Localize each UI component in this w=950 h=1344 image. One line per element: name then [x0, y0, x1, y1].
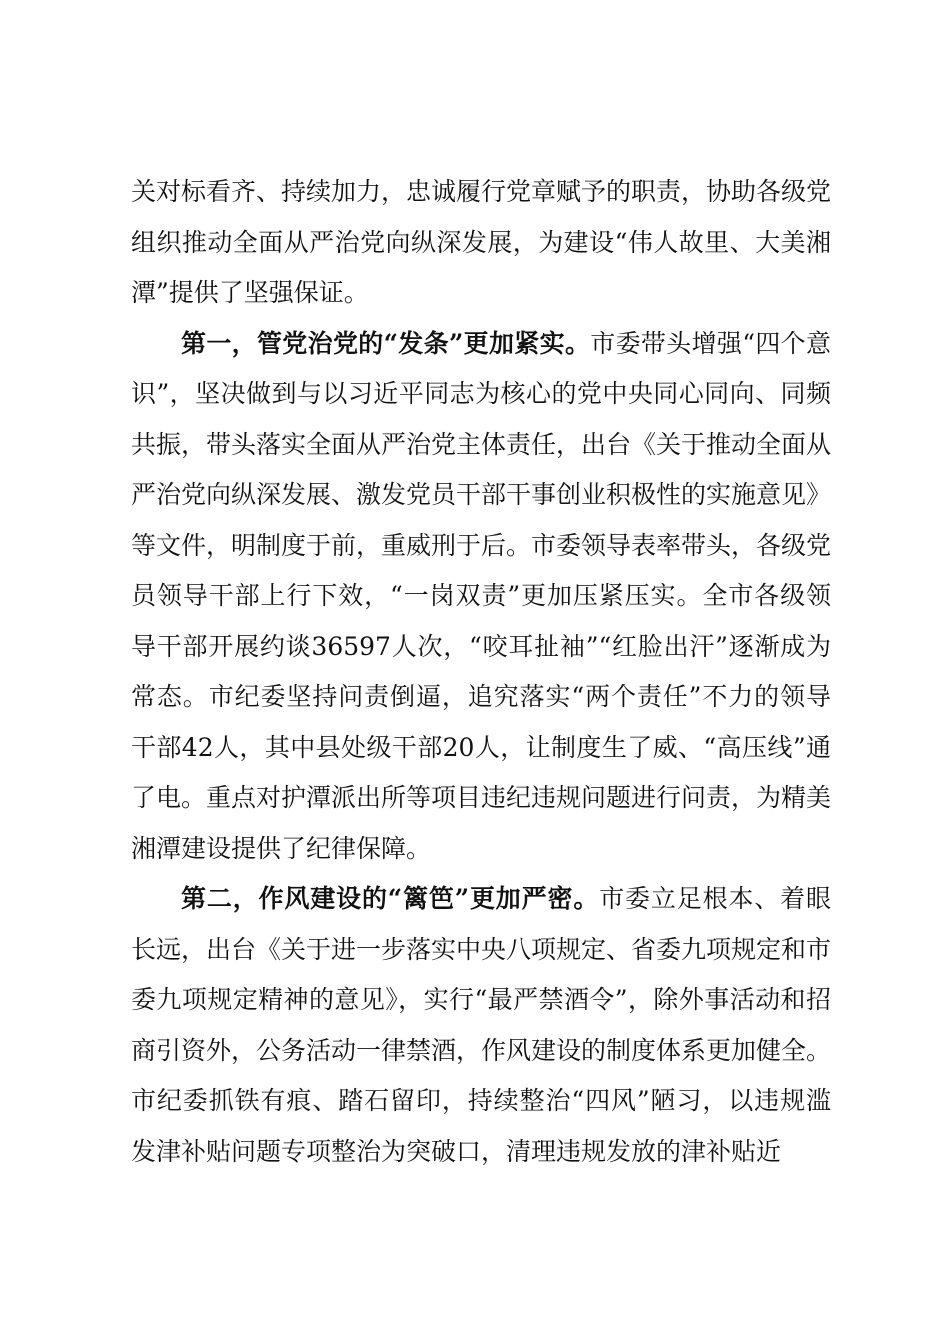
paragraph-continuation: 关对标看齐、持续加力，忠诚履行党章赋予的职责，协助各级党组织推动全面从严治党向纵深发展，为建设“伟人故里、大美湘潭”提供了坚强保证。 — [131, 177, 832, 307]
paragraph-first-point — [131, 319, 831, 875]
document-body — [131, 167, 831, 1177]
paragraph-second-point — [131, 874, 831, 1177]
paragraph-lead-heading: 第一，管党治党的“发条”更加紧实。 — [181, 328, 591, 358]
paragraph-body-text: 市委带头增强“四个意识”，坚决做到与以习近平同志为核心的党中央同心同向、同频共振，带头落实全面从严治党主体责任，出台《关于推动全面从严治党向纵深发展、激发党员干部干事创业积极性的实施意见》等文件，明制度于前，重威刑于后。市委领导表率带头，各级党员领导干部上行下效，“一岗双责”更加压紧压实。全市各级领导干部开展约谈36597人次，“咬耳扯袖”“红脸出汗”逐渐成为常态。市纪委坚持问责倒逼，追究落实“两个责任”不力的领导干部42人，其中县处级干部20人，让制度生了威、“高压线”通了电。重点对护潭派出所等项目违纪违规问题进行问责，为精美湘潭建设提供了纪律保障。 — [131, 328, 832, 863]
paragraph-body-text: 市委立足根本、着眼长远，出台《关于进一步落实中央八项规定、省委九项规定和市委九项规定精神的意见》，实行“最严禁酒令”，除外事活动和招商引资外，公务活动一律禁酒，作风建设的制度体系更加健全。市纪委抓铁有痕、踏石留印，持续整治“四风”陋习，以违规滥发津补贴问题专项整治为突破口，清理违规发放的津补贴近 — [131, 884, 832, 1166]
paragraph-lead-heading: 第二，作风建设的“篱笆”更加严密。 — [181, 884, 600, 913]
